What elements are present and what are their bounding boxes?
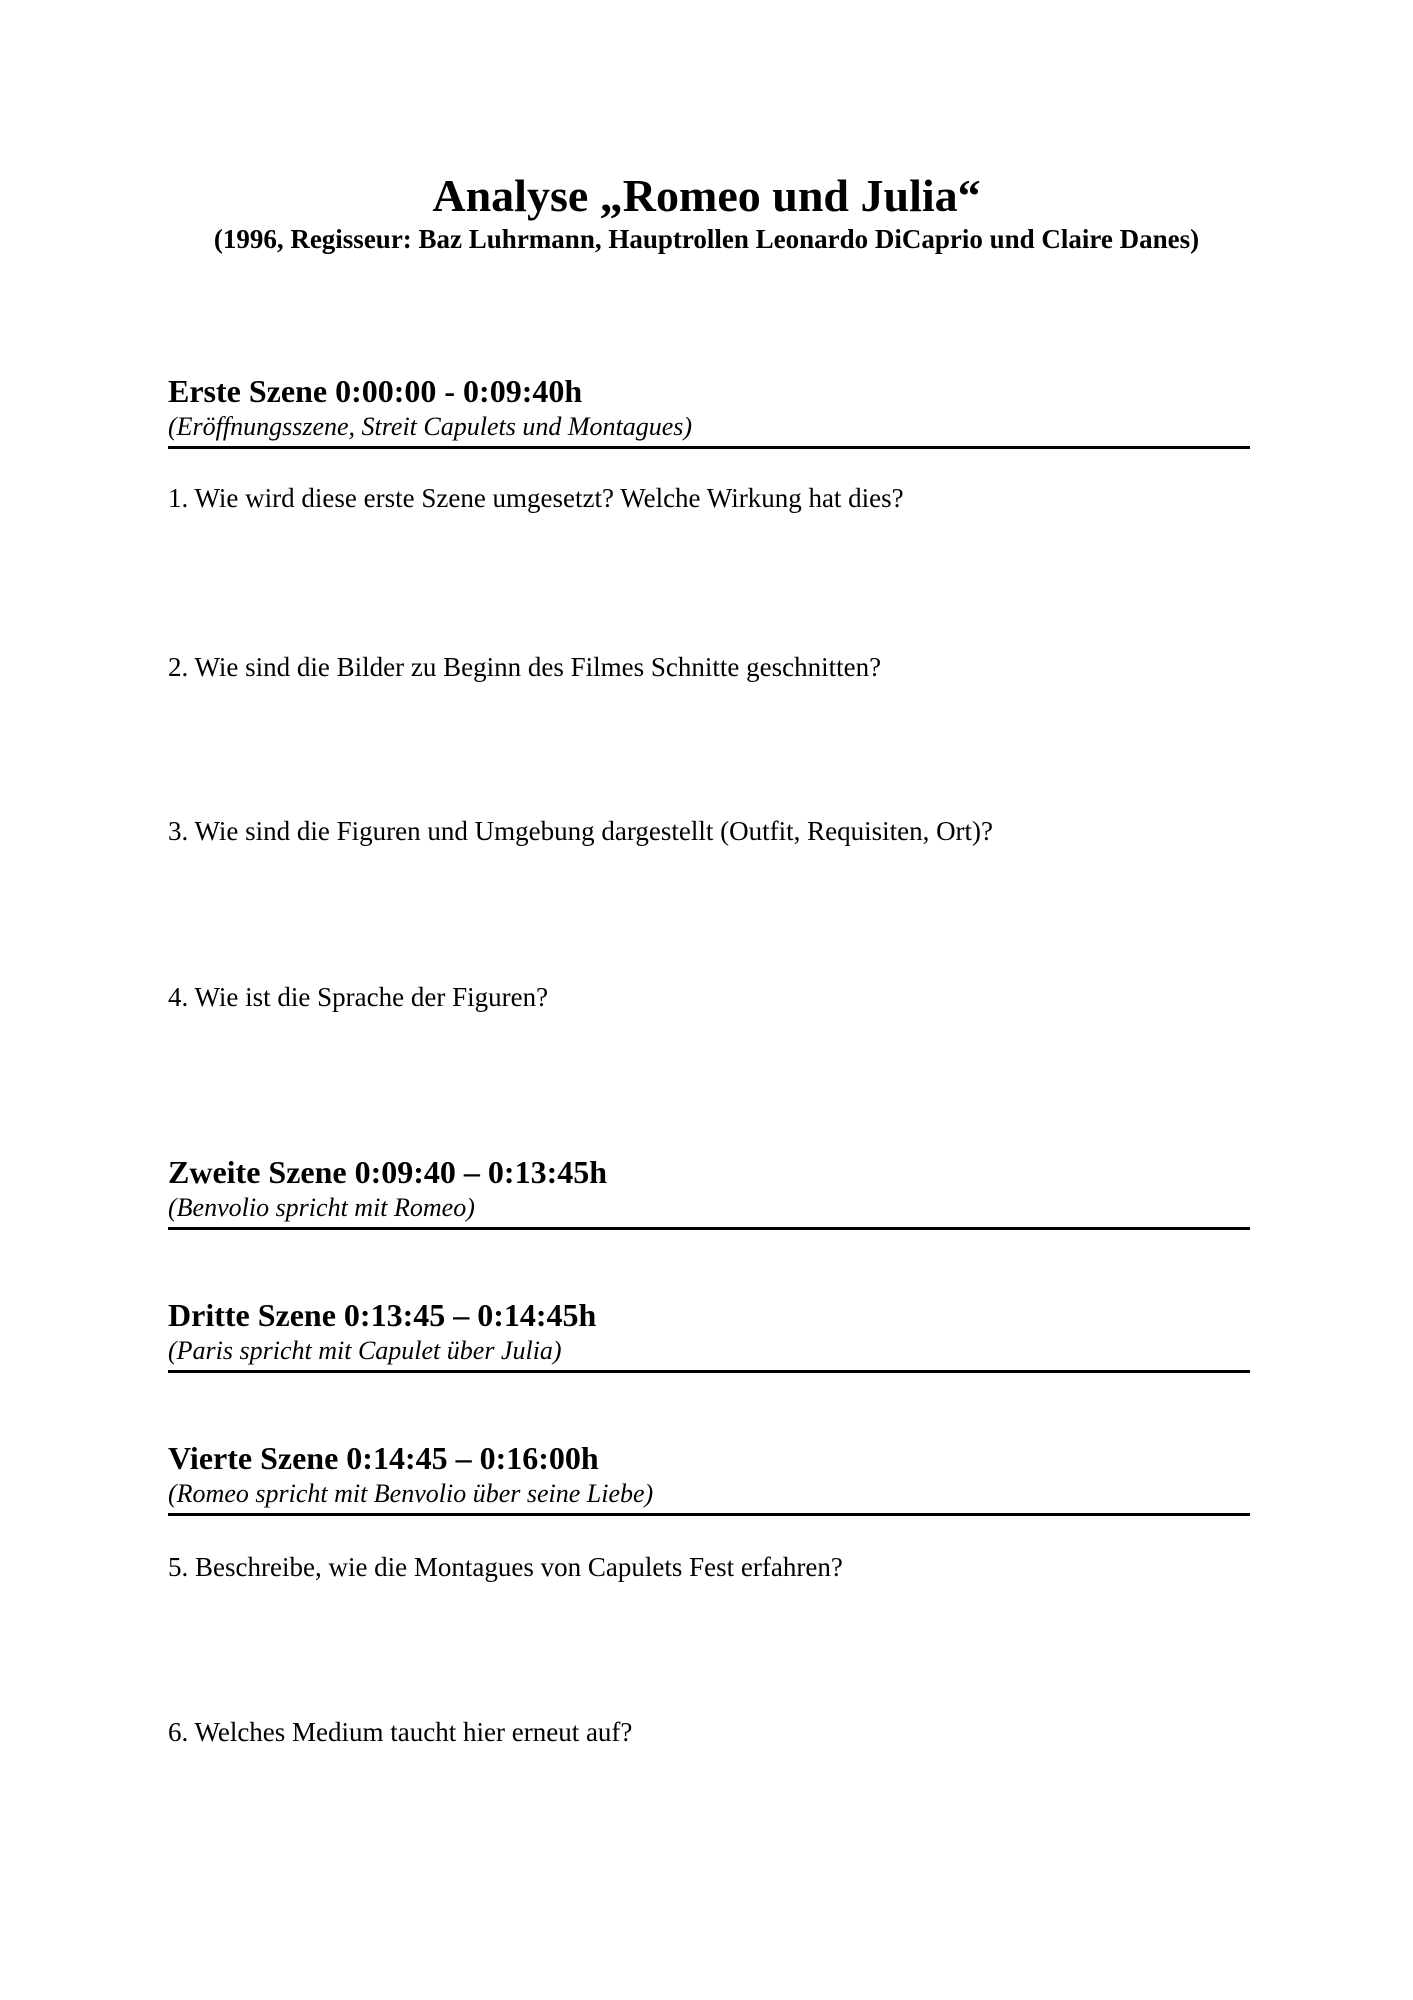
scene-description: (Benvolio spricht mit Romeo) [168,1193,475,1222]
scene-heading: Erste Szene 0:00:00 - 0:09:40h [168,373,583,409]
scene-3-header [168,1296,1250,1373]
scene-1-header [168,372,1250,449]
scene-2-header [168,1153,1250,1230]
document-title: Analyse „Romeo und Julia“ [432,170,981,221]
question-4: 4. Wie ist die Sprache der Figuren? [168,982,549,1012]
scene-description: (Eröffnungsszene, Streit Capulets und Montagues) [168,412,693,441]
question-3: 3. Wie sind die Figuren und Umgebung dargestellt (Outfit, Requisiten, Ort)? [168,816,994,846]
scene-4-header [168,1439,1250,1516]
scene-heading: Dritte Szene 0:13:45 – 0:14:45h [168,1297,597,1333]
question-1: 1. Wie wird diese erste Szene umgesetzt? Welche Wirkung hat dies? [168,483,904,513]
scene-heading: Vierte Szene 0:14:45 – 0:16:00h [168,1440,599,1476]
document-subtitle: (1996, Regisseur: Baz Luhrmann, Hauptrollen Leonardo DiCaprio und Claire Danes) [213,224,1200,254]
scene-description: (Romeo spricht mit Benvolio über seine Liebe) [168,1479,654,1508]
scene-heading: Zweite Szene 0:09:40 – 0:13:45h [168,1154,608,1190]
question-2: 2. Wie sind die Bilder zu Beginn des Filmes Schnitte geschnitten? [168,652,882,682]
question-5: 5. Beschreibe, wie die Montagues von Capulets Fest erfahren? [168,1552,843,1582]
question-6: 6. Welches Medium taucht hier erneut auf? [168,1717,633,1747]
scene-description: (Paris spricht mit Capulet über Julia) [168,1336,562,1365]
